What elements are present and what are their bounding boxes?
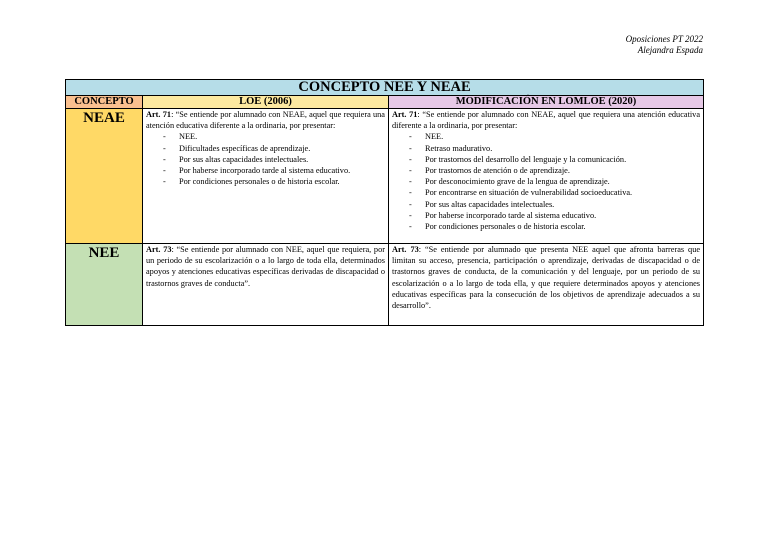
table-row-nee: [66, 244, 704, 326]
column-header-row: [66, 96, 704, 109]
row-label-nee: NEE: [66, 244, 143, 326]
neae-lomloe-list: [392, 131, 700, 232]
list-item: - Por condiciones personales o de historia escolar.: [409, 221, 700, 232]
neae-loe-list: [146, 131, 385, 187]
article-ref: Art. 73: [146, 245, 172, 254]
nee-loe-cell: [143, 244, 389, 326]
row-label-neae: NEAE: [66, 109, 143, 244]
list-item: - Por trastornos de atención o de aprendizaje.: [409, 165, 700, 176]
list-item: - Por encontrarse en situación de vulnerabilidad socioeducativa.: [409, 187, 700, 198]
list-item: - Por desconocimiento grave de la lengua de aprendizaje.: [409, 176, 700, 187]
column-header-concepto: CONCEPTO: [66, 96, 143, 109]
header-line-1: Oposiciones PT 2022: [625, 34, 703, 44]
list-item: - NEE.: [409, 131, 700, 142]
column-header-loe: LOE (2006): [143, 96, 389, 109]
neae-lomloe-cell: [389, 109, 704, 244]
article-ref: Art. 71: [392, 110, 418, 119]
title-row: [66, 80, 704, 96]
nee-lomloe-cell: [389, 244, 704, 326]
article-text: : “Se entiende por alumnado con NEAE, aquel que requiera una atención educativa diferente a la ordinaria, por presentar:: [392, 110, 701, 131]
list-item: - Por haberse incorporado tarde al sistema educativo.: [163, 165, 385, 176]
document-header: [626, 34, 703, 56]
list-item: - Por condiciones personales o de historia escolar.: [163, 176, 385, 187]
article-text: : “Se entiende por alumnado con NEE, aquel que requiera, por un periodo de su escolarización o a lo largo de toda ella, determinados apoyos y atenciones educativas específicas derivadas de discapacidad o trastornos graves de conducta”.: [146, 245, 385, 288]
list-item: - Por sus altas capacidades intelectuales.: [163, 154, 385, 165]
article-text: : “Se entiende por alumnado que presenta NEE aquel que afronta barreras que limitan su acceso, presencia, participación o aprendizaje, derivadas de discapacidad o de trastornos graves de conducta, de la comunicación y del lenguaje, por un periodo de su escolarización o a lo largo de toda ella, y que requiere determinados apoyos y atenciones educativas específicas para la consecución de los objetivos de aprendizaje adecuados a su desarrollo”.: [392, 245, 701, 311]
list-item: - NEE.: [163, 131, 385, 142]
list-item: - Dificultades específicas de aprendizaje.: [163, 143, 385, 154]
list-item: - Por sus altas capacidades intelectuales.: [409, 199, 700, 210]
table-title: CONCEPTO NEE Y NEAE: [66, 80, 704, 96]
article-ref: Art. 71: [146, 110, 172, 119]
column-header-lomloe: MODIFICACIÓN EN LOMLOE (2020): [389, 96, 704, 109]
concept-table: [65, 79, 704, 326]
article-ref: Art. 73: [392, 245, 419, 254]
neae-loe-cell: [143, 109, 389, 244]
article-text: : “Se entiende por alumnado con NEAE, aquel que requiera una atención educativa diferente a la ordinaria, por presentar:: [146, 110, 385, 131]
list-item: - Retraso madurativo.: [409, 143, 700, 154]
list-item: - Por haberse incorporado tarde al sistema educativo.: [409, 210, 700, 221]
list-item: - Por trastornos del desarrollo del lenguaje y la comunicación.: [409, 154, 700, 165]
table-row-neae: [66, 109, 704, 244]
header-line-2: Alejandra Espada: [637, 45, 703, 55]
